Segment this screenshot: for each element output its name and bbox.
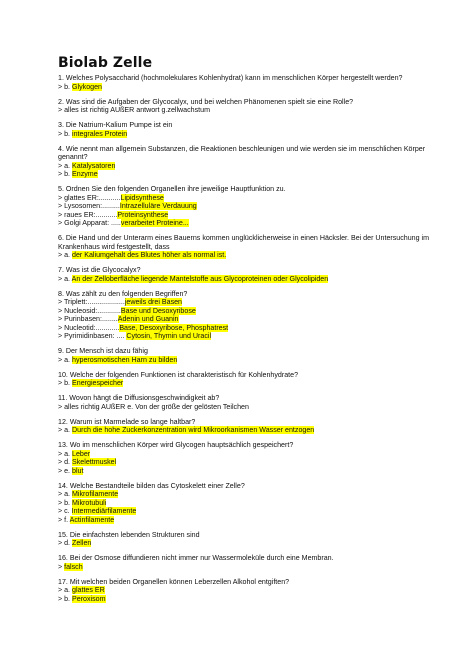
question-text [58,266,428,275]
answer-line [58,467,428,476]
question-text [58,394,428,403]
question-block [58,482,428,525]
answer-line [58,211,428,220]
question-block [58,394,428,411]
highlighted-answer: Adenin und Guanin [117,315,179,323]
text-segment: > b. [58,498,73,507]
question-text [58,482,428,491]
question-text [58,185,428,194]
question-block [58,371,428,388]
answer-line [58,450,428,459]
text-segment: > e. [58,466,73,475]
answer-line [58,106,428,115]
answer-line [58,426,428,435]
text-segment: > b. [58,594,73,603]
answer-line [58,539,428,548]
question-block [58,441,428,475]
highlighted-answer: Mikrotubuli [72,498,107,507]
text-segment: > Pyrimidinbasen: .... [58,332,127,340]
text-segment: > d. [58,539,73,547]
text-segment: Krankenhaus wird festgestellt, dass [58,242,170,251]
answer-line [58,202,428,211]
highlighted-answer: Peroxisom [72,594,106,603]
question-block [58,290,428,341]
highlighted-answer: Lipidsynthese [120,193,164,202]
answer-line [58,219,428,228]
text-segment: > a. [58,355,73,364]
question-text [58,145,428,154]
text-segment: > a. [58,586,73,594]
text-segment: 10. Welche der folgenden Funktionen ist charakteristisch für Kohlenhydrate? [58,370,299,379]
answer-line [58,153,428,162]
highlighted-answer: glattes ER [72,586,105,594]
highlighted-answer: Zellen [72,539,92,547]
text-segment: > a. [58,426,73,434]
question-block [58,234,428,260]
highlighted-answer: hyperosmotischen Harn zu bilden [72,355,178,364]
text-segment: > Nucleotid:............ [58,323,120,332]
question-text [58,98,428,107]
text-segment: > c. [58,507,72,515]
answer-line [58,332,428,341]
highlighted-answer: der Kaliumgehalt des Blutes höher als normal ist. [72,251,227,259]
highlighted-answer: Glykogen [72,82,102,91]
document-title: Biolab Zelle [58,55,153,71]
question-block [58,74,428,91]
highlighted-answer: Actinfilamente [69,515,115,524]
highlighted-answer: falsch [64,562,83,571]
text-segment: > Lysosomen:......... [58,202,120,210]
text-segment: > a. [58,251,73,259]
question-block [58,185,428,228]
answer-line [58,251,428,260]
text-segment: > b. [58,379,73,387]
answer-line [58,243,428,252]
answer-line [58,563,428,572]
highlighted-answer: Leber [72,449,91,458]
text-segment: 7. Was ist die Glycocalyx? [58,266,141,274]
answer-line [58,298,428,307]
question-block [58,98,428,115]
answer-line [58,458,428,467]
text-segment: > a. [58,449,73,458]
question-text [58,74,428,83]
text-segment: > a. [58,490,73,498]
text-segment: 5. Ordnen Sie den folgenden Organellen ihre jeweilige Hauptfunktion zu. [58,185,286,193]
highlighted-answer: Skelettmuskel [72,458,117,466]
text-segment: > b. [58,170,73,178]
answer-line [58,324,428,333]
answer-line [58,507,428,516]
question-text [58,578,428,587]
text-segment: genannt? [58,153,88,161]
text-segment: 11. Wovon hängt die Diffusionsgeschwindigkeit ab? [58,394,220,402]
text-segment: > alles richtig AUßER e. Von der größe der gelösten Teilchen [58,402,249,411]
question-block [58,578,428,604]
answer-line [58,130,428,139]
question-block [58,121,428,138]
text-segment: 15. Die einfachsten lebenden Strukturen sind [58,530,200,539]
text-segment: > a. [58,274,72,283]
text-segment: 1. Welches Polysaccharid (hochmolekulares Kohlenhydrat) kann im menschlichen Körper hergestellt werden? [58,74,403,82]
highlighted-answer: verarbeitet Proteine... [120,219,189,227]
text-segment: > b. [58,129,73,138]
answer-line [58,194,428,203]
text-segment: 6. Die Hand und der Unterarm eines Bauerns kommen unglücklicherweise in einen Häcksler. Bei der Untersuchung im [58,234,430,242]
answer-line [58,379,428,388]
highlighted-answer: Enzyme [72,170,98,178]
answer-line [58,83,428,92]
text-segment: > Nucleosid:............ [58,306,121,315]
text-segment: > [58,562,65,571]
highlighted-answer: Intermediärfilamente [71,507,137,515]
highlighted-answer: Proteinsynthese [117,210,169,219]
highlighted-answer: Energiespeicher [72,379,124,387]
text-segment: > raues ER:........... [58,210,118,219]
answer-line [58,490,428,499]
question-text [58,441,428,450]
question-text [58,371,428,380]
text-segment: > Triplett:................... [58,298,125,306]
highlighted-answer: Mikrofilamente [72,490,119,498]
highlighted-answer: Cytosin, Thymin und Uracil [126,332,212,340]
question-block [58,418,428,435]
text-segment: 9. Der Mensch ist dazu fähig [58,347,148,355]
question-text [58,531,428,540]
answer-line [58,162,428,171]
text-segment: 4. Wie nennt man allgemein Substanzen, die Reaktionen beschleunigen und wie werden sie im menschlichen Körper [58,144,426,153]
question-text [58,418,428,427]
text-segment: 12. Warum ist Marmelade so lange haltbar? [58,417,196,426]
question-block [58,554,428,571]
highlighted-answer: An der Zelloberfläche liegende Mantelstoffe aus Glycoproteinen oder Glycolipiden [71,274,329,283]
highlighted-answer: Durch die hohe Zuckerkonzentration wird Mikroorkanismen Wasser entzogen [72,426,315,434]
highlighted-answer: jeweils drei Basen [124,298,183,306]
question-text [58,347,428,356]
answer-line [58,170,428,179]
answer-line [58,275,428,284]
answer-line [58,315,428,324]
text-segment: > Golgi Apparat: ..... [58,219,121,227]
text-segment: > d. [58,458,73,466]
text-segment: 13. Wo im menschlichen Körper wird Glycogen hauptsächlich gespeichert? [58,441,294,449]
question-block [58,347,428,364]
answer-line [58,516,428,525]
text-segment: > f. [58,515,70,524]
highlighted-answer: Intrazelluläre Verdauung [119,202,197,210]
text-segment: > alles ist richtig AUßER antwort g.zellwachstum [58,106,210,114]
text-segment: > b. [58,82,73,91]
text-segment: 8. Was zählt zu den folgenden Begriffen? [58,289,188,298]
question-text [58,234,428,243]
question-list [58,74,428,610]
answer-line [58,356,428,365]
highlighted-answer: blut [72,466,84,475]
highlighted-answer: Base, Desoxyribose, Phosphatrest [119,323,229,332]
answer-line [58,403,428,412]
text-segment: 17. Mit welchen beiden Organellen können Leberzellen Alkohol entgiften? [58,577,290,586]
question-text [58,121,428,130]
answer-line [58,586,428,595]
question-text [58,290,428,299]
question-block [58,145,428,179]
text-segment: > Purinbasen:........ [58,315,118,323]
text-segment: 16. Bei der Osmose diffundieren nicht immer nur Wassermoleküle durch eine Membran. [58,554,334,562]
text-segment: 2. Was sind die Aufgaben der Glycocalyx, und bei welchen Phänomenen spielt sie eine Rolle? [58,97,354,106]
question-block [58,531,428,548]
answer-line [58,499,428,508]
answer-line [58,595,428,604]
text-segment: 3. Die Natrium-Kalium Pumpe ist ein [58,121,173,129]
highlighted-answer: Base und Desoxyribose [120,306,196,315]
highlighted-answer: Katalysatoren [72,161,116,170]
text-segment: > glattes ER:........... [58,193,121,202]
answer-line [58,307,428,316]
highlighted-answer: integrales Protein [72,129,128,138]
text-segment: > a. [58,161,73,170]
text-segment: 14. Welche Bestandteile bilden das Cytoskelett einer Zelle? [58,481,245,490]
question-text [58,554,428,563]
question-block [58,266,428,283]
